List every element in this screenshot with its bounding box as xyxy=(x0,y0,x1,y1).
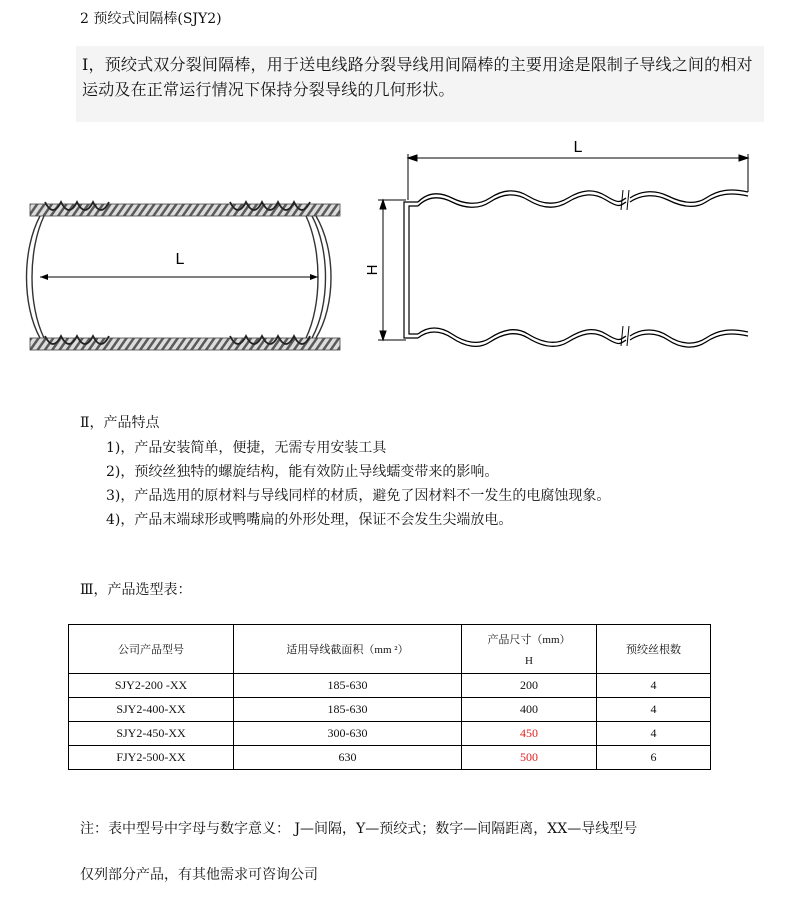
cell-area: 185-630 xyxy=(234,698,462,722)
spacer-diagram xyxy=(0,140,791,380)
table-row xyxy=(69,674,711,698)
right-height-label: H xyxy=(364,264,381,276)
cell-h: 400 xyxy=(462,698,597,722)
cell-area: 630 xyxy=(234,746,462,770)
cell-h: 200 xyxy=(462,674,597,698)
header-model: 公司产品型号 xyxy=(69,625,234,674)
table-header-row xyxy=(69,625,711,674)
right-length-label: L xyxy=(573,140,583,156)
intro-text: Ⅰ，预绞式双分裂间隔棒，用于送电线路分裂导线用间隔棒的主要用途是限制子导线之间的相对运动及在正常运行情况下保持分裂导线的几何形状。 xyxy=(82,55,753,99)
intro-box xyxy=(76,46,764,122)
header-size-line1: 产品尺寸（mm） xyxy=(487,634,571,646)
cell-count: 4 xyxy=(597,722,711,746)
features-title: Ⅱ，产品特点 xyxy=(80,415,160,431)
cell-h: 500 xyxy=(462,746,597,770)
cell-model: SJY2-400-XX xyxy=(69,698,234,722)
cell-model: FJY2-500-XX xyxy=(69,746,234,770)
feature-item: 4)，产品末端球形或鸭嘴扁的外形处理，保证不会发生尖端放电。 xyxy=(106,512,513,528)
cell-area: 300-630 xyxy=(234,722,462,746)
cell-count: 6 xyxy=(597,746,711,770)
left-length-label: L xyxy=(175,251,185,268)
selection-table xyxy=(68,624,711,770)
table-title: Ⅲ，产品选型表： xyxy=(80,582,192,598)
bottom-conductor xyxy=(30,338,340,350)
right-illustration xyxy=(378,154,748,347)
feature-item: 3)，产品选用的原材料与导线同样的材质，避免了因材料不一发生的电腐蚀现象。 xyxy=(106,488,611,504)
table-row xyxy=(69,722,711,746)
cell-model: SJY2-200 -XX xyxy=(69,674,234,698)
left-illustration xyxy=(27,202,341,350)
cell-model: SJY2-450-XX xyxy=(69,722,234,746)
table-row xyxy=(69,698,711,722)
cell-h: 450 xyxy=(462,722,597,746)
feature-item: 2)，预绞丝独特的螺旋结构，能有效防止导线蠕变带来的影响。 xyxy=(106,464,499,480)
top-conductor xyxy=(30,204,340,216)
table-note: 注：表中型号中字母与数字意义： J—间隔，Y—预绞式；数字—间隔距离，XX—导线型号 xyxy=(80,821,638,837)
cell-count: 4 xyxy=(597,674,711,698)
header-count: 预绞丝根数 xyxy=(597,625,711,674)
header-size xyxy=(462,625,597,674)
header-area: 适用导线截面积（mm ²） xyxy=(234,625,462,674)
cell-count: 4 xyxy=(597,698,711,722)
header-size-line2: H xyxy=(525,655,533,667)
feature-item: 1)，产品安装简单，便捷，无需专用安装工具 xyxy=(106,440,387,456)
section-heading: 2 预绞式间隔棒(SJY2) xyxy=(80,11,222,27)
cell-area: 185-630 xyxy=(234,674,462,698)
table-row xyxy=(69,746,711,770)
footer-text: 仅列部分产品，有其他需求可咨询公司 xyxy=(80,867,318,883)
